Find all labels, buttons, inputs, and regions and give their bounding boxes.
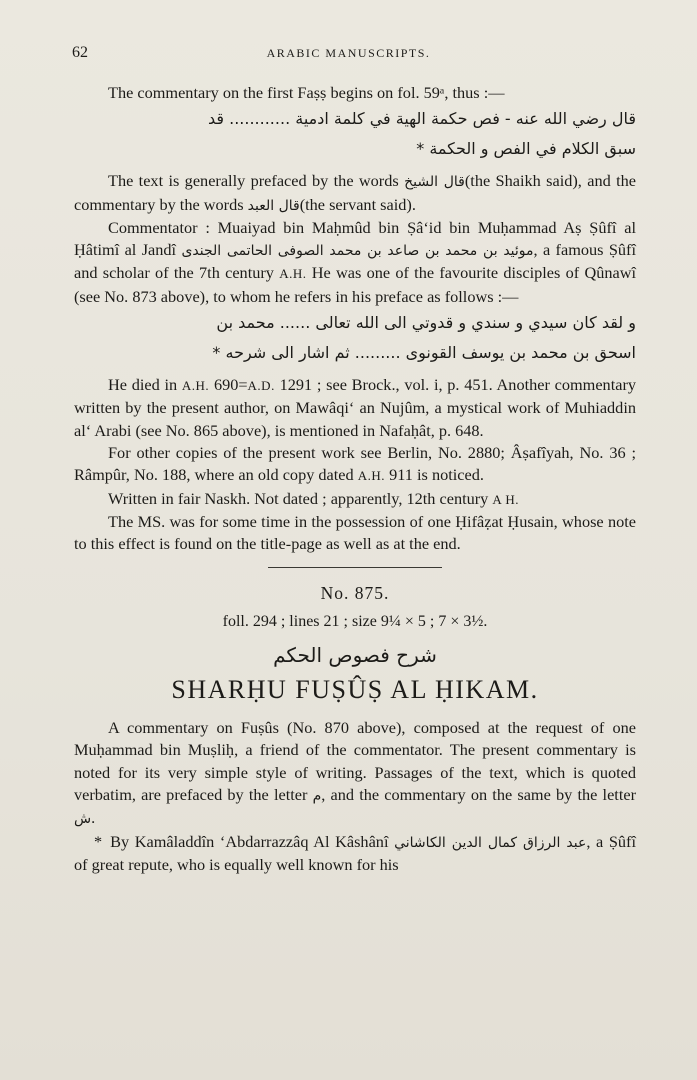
era-abbrev: A H. xyxy=(492,491,519,507)
arabic-quote-line: و لقد كان سيدي و سندي و قدوتي الى الله تعالى ...... محمد بن xyxy=(216,313,636,333)
entry-title: SHARḤU FUṢÛṢ AL ḤIKAM. xyxy=(171,675,539,705)
entry-number: No. 875. xyxy=(320,583,390,604)
era-abbrev: A.H. xyxy=(279,266,307,282)
paragraph-commentator: Commentator : Muaiyad bin Maḥmûd bin Ṣâ‘id bin Muḥammad Aṣ Ṣûfî al Ḥâtimî al Jandî موئيد بن محمد بن صاعد بن محمد الصوفى الحاتمى الجندى, a famous Ṣûfî and scholar of the 7th century A.H. He was one of the favourite disciples of Qûnawî (see No. 873 above), to whom he refers in his preface as follows :— xyxy=(74,217,636,306)
paragraph-author: * By Kamâladdîn ‘Abdarrazzâq Al Kâshânî عبد الرزاق كمال الدين الكاشاني, a Ṣûfî of great repute, who is equally well known for his xyxy=(74,831,637,874)
arabic-inline: موئيد بن محمد بن صاعد بن محمد الصوفى الحاتمى الجندى xyxy=(181,243,534,260)
arabic-quote-line: سبق الكلام في الفص و الحكمة * xyxy=(416,139,636,159)
paragraph-death: He died in A.H. 690=A.D. 1291 ; see Brock., vol. i, p. 451. Another commentary written by the present author, on Mawâqi‘ an Nujûm, a mystical work of Muhiaddin al‘ Arabi (see No. 865 above), is mentioned in Nafaḥât, p. 648. xyxy=(74,375,637,440)
era-abbrev: A.H. xyxy=(357,468,386,484)
era-abbrev: A.D. xyxy=(247,378,275,394)
running-title: ARABIC MANUSCRIPTS. xyxy=(266,46,431,60)
paragraph-description: A commentary on Fuṣûs (No. 870 above), composed at the request of one Muḥammad bin Muṣliḥ, a friend of the commentator. The present commentary is noted for its very simple style of writing. Passages of the text, which is quoted verbatim, are prefaced by the letter م, and the commentary on the same by the letter ش. xyxy=(74,718,636,828)
arabic-inline: قال الشيخ xyxy=(404,174,465,191)
paragraph-ms-note: The MS. was for some time in the possession of one Ḥifâẓat Ḥusain, whose note to this effect is found on the title-page as well as at the end. xyxy=(74,511,636,554)
arabic-inline: ش xyxy=(74,811,92,828)
arabic-quote-line: اسحق بن محمد بن يوسف القونوى ......... ثم اشار الى شرحه * xyxy=(212,343,636,363)
arabic-inline: م xyxy=(312,787,322,804)
paragraph-preface: The text is generally prefaced by the words قال الشيخ(the Shaikh said), and the commentary by the words قال العبد(the servant said). xyxy=(74,171,636,214)
paragraph-written: Written in fair Naskh. Not dated ; apparently, 12th century A H. xyxy=(108,488,519,508)
entry-title-arabic: شرح فصوص الحكم xyxy=(273,643,437,668)
bullet-mark: * xyxy=(94,831,103,851)
section-divider xyxy=(268,567,442,568)
arabic-inline: عبد الرزاق كمال الدين الكاشاني xyxy=(394,834,587,851)
paragraph-intro: The commentary on the first Faṣṣ begins on fol. 59ᵃ, thus :— xyxy=(108,83,505,102)
page-header xyxy=(0,44,697,68)
arabic-quote-line: قال رضي الله عنه - فص حكمة الهية في كلمة ادمية ............ قد xyxy=(207,109,636,129)
era-abbrev: A.H. xyxy=(181,378,210,394)
entry-specs: foll. 294 ; lines 21 ; size 9¼ × 5 ; 7 × 3½. xyxy=(222,612,488,630)
body-text xyxy=(74,82,636,876)
page-number: 62 xyxy=(72,44,88,61)
paragraph-copies: For other copies of the present work see Berlin, No. 2880; Âṣafîyah, No. 36 ; Râmpûr, No. 188, where an old copy dated A.H. 911 is noticed. xyxy=(74,442,636,485)
arabic-inline: قال العبد xyxy=(247,197,300,214)
